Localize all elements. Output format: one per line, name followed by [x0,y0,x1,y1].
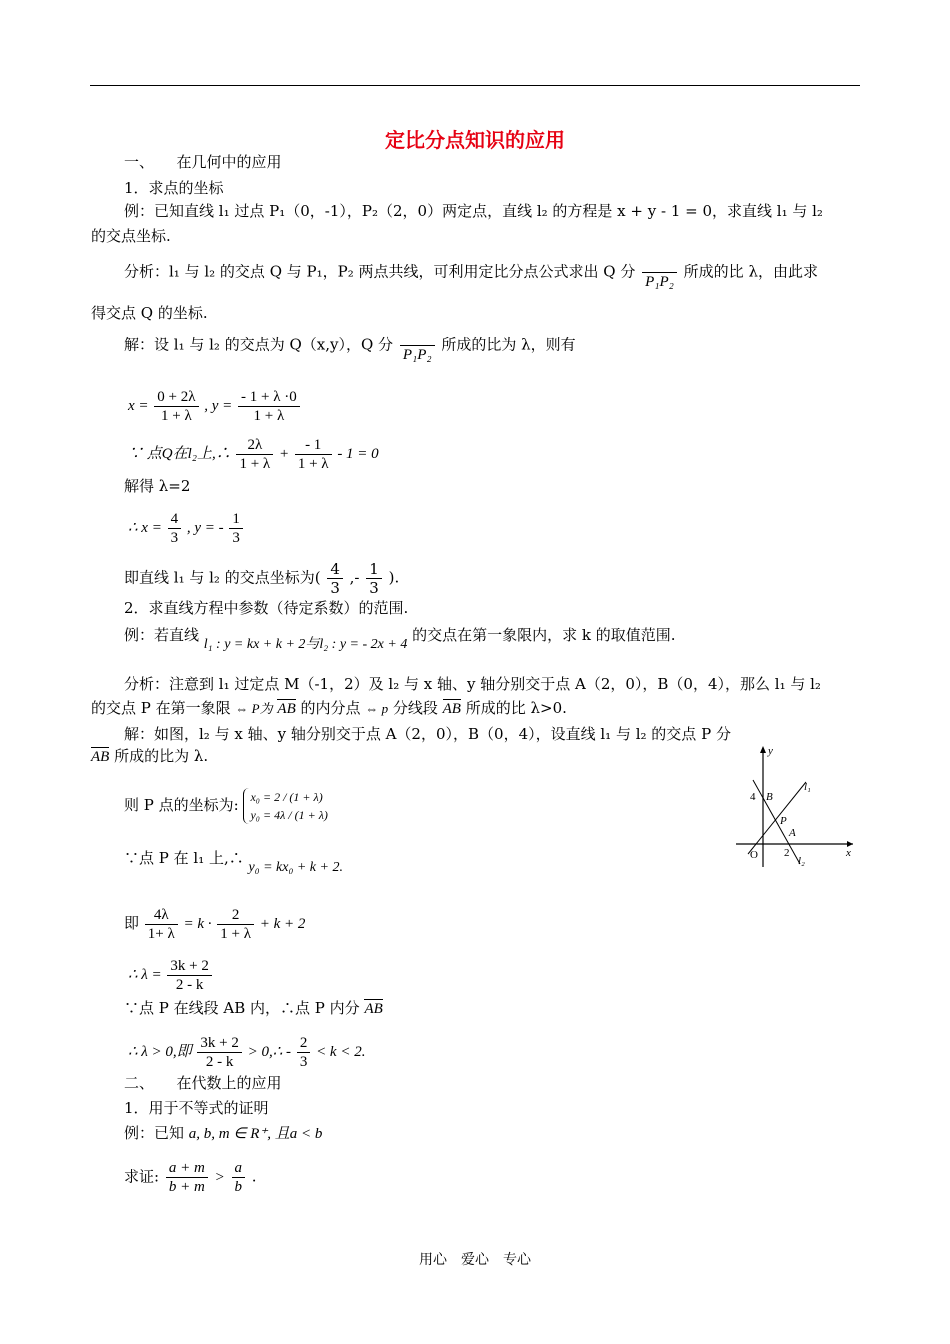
y-label: y [768,745,773,757]
inside-ab-line: ∵点 P 在线段 AB 内，∴点 P 内分 AB [124,999,383,1017]
analysis-2-line-1: 分析：注意到 l₁ 过定点 M（-1，2）及 l₂ 与 x 轴、y 轴分别交于点 A（2，0），B（0，4），那么 l₁ 与 l₂ [124,675,821,693]
on-l1-line: ∵点 P 在 l₁ 上,∴ y₀ = kx₀ + k + 2. [124,849,343,875]
solve-lambda: 解得 λ=2 [124,477,191,495]
equation-6: ∴ λ > 0,即 $\frac{3k + 2}{2 - k}$ > 0,∴ - $\frac{2}{3}$ < k < 2. [128,1035,366,1070]
subheading-2: 2．求直线方程中参数（待定系数）的范围. [124,599,409,617]
section-heading-1: 一、 在几何中的应用 [124,153,282,171]
equation-4: 即 $\frac{4\lambda}{1+ \lambda}$ = k · $\frac{2}{1 + \lambda}$ + k + 2 [124,907,306,942]
page-footer: 用心 爱心 专心 [419,1252,531,1268]
equation-3: ∴ x = $\frac{4}{3}$ , y = - $\frac{1}{3}$ [128,510,245,547]
example-1-line-1: 例：已知直线 l₁ 过点 P₁（0，-1），P₂（2，0）两定点，直线 l₂ 的方程是 x + y - 1 = 0，求直线 l₁ 与 l₂ [124,202,823,220]
point-p-coordinates: 则 P 点的坐标为: x₀ = 2 / (1 + λ) y₀ = 4λ / (1 + λ) [124,790,328,822]
solution-1-line-1 [124,327,576,364]
l1-label: l₁ [804,781,811,793]
segment-ab: AB [91,749,110,765]
point-b-label: B [766,791,773,803]
segment-p1p2: P₁P₂ [400,327,435,364]
line-l1 [748,782,806,854]
analysis-1-line-2: 得交点 Q 的坐标. [91,304,208,322]
example-1-line-2: 的交点坐标. [91,227,171,245]
point-p-label: P [780,815,787,827]
solution-1-text-2: 所成的比为 λ，则有 [441,335,576,354]
analysis-1-line-1 [124,254,818,291]
prove-line: 求证: $\frac{a + m}{b + m}$ > $\frac{a}{b}$ . [124,1160,257,1195]
tick-2: 2 [784,847,790,859]
equation-5: ∴ λ = $\frac{3k + 2}{2 - k}$ [128,957,214,994]
analysis-2-line-2: 的交点 P 在第一象限 ⇔ P为 AB 的内分点 ⇔ p 分线段 AB 所成的比 λ>0. [91,699,567,717]
segment-p1p2: P₁P₂ [642,254,677,291]
solution-2-line-2: AB 所成的比为 λ. [91,747,209,765]
solution-1-text: 解：设 l₁ 与 l₂ 的交点为 Q（x,y），Q 分 [124,335,394,354]
l2-label: l₂ [798,855,805,867]
analysis-1-text-2: 所成的比 λ，由此求 [683,262,818,281]
x-label: x [846,847,851,859]
line-l2 [753,780,800,864]
solution-2-line-1: 解：如图，l₂ 与 x 轴、y 轴分别交于点 A（2，0），B（0，4），设直线 l₁ 与 l₂ 的交点 P 分 [124,725,731,743]
example-2: 例：若直线 l₁ : y = kx + k + 2与l₂ : y = - 2x + 4 的交点在第一象限内，求 k 的取值范围. [124,626,676,652]
doc-title: 定比分点知识的应用 [385,128,565,152]
tick-4: 4 [750,791,756,803]
section-heading-2: 二、 在代数上的应用 [124,1074,282,1092]
header-rule [90,85,860,86]
coordinate-system: x₀ = 2 / (1 + λ) y₀ = 4λ / (1 + λ) [243,788,327,824]
origin-label: O [750,849,758,861]
segment-ab: AB [442,701,461,717]
equation-1: x = $\frac{0 + 2\lambda}{1 + \lambda}$ , y = $\frac{- 1 + \lambda \cdot 0}{1 + \lambda}$ [128,388,302,425]
segment-ab: AB [364,1001,383,1017]
result-1: 即直线 l₁ 与 l₂ 的交点坐标为( $\frac{4}{3}$ ,- $\frac{1}{3}$ ). [124,560,400,597]
segment-ab: AB [277,701,296,717]
subheading-3: 1．用于不等式的证明 [124,1099,269,1117]
y-arrow-icon [760,746,766,753]
equation-2: ∵ 点Q在l₂上,∴ $\frac{2\lambda}{1 + \lambda}$ + $\frac{- 1}{1 + \lambda}$ - 1 = 0 [128,437,379,472]
analysis-1-text: 分析：l₁ 与 l₂ 的交点 Q 与 P₁，P₂ 两点共线，可利用定比分点公式求出 Q 分 [124,262,636,281]
example-3: 例：已知 a, b, m ∈ R⁺, 且a < b [124,1124,323,1142]
subheading-1: 1．求点的坐标 [124,179,224,197]
line-equations: l₁ : y = kx + k + 2与l₂ : y = - 2x + 4 [203,637,408,652]
point-a-label: A [789,827,796,839]
coordinate-figure [728,742,858,872]
